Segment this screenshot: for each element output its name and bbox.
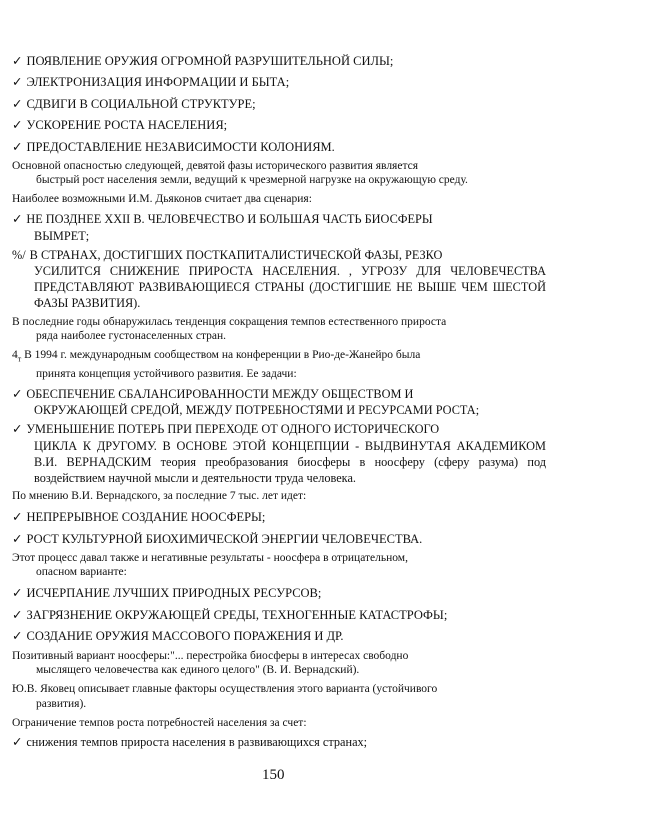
checkmark-icon: ✓ (12, 212, 23, 227)
scenario-item: %/ В СТРАНАХ, ДОСТИГШИХ ПОСТКАПИТАЛИСТИЧЕСКОЙ ФАЗЫ, РЕЗКО УСИЛИТСЯ СНИЖЕНИЕ ПРИРОСТА НАСЕЛЕНИЯ. , УГРОЗУ ДЛЯ ЧЕЛОВЕЧЕСТВА ПРЕДСТАВЛЯЮТ РАЗВИВАЮЩИЕСЯ СТРАНЫ (ДОСТИГШИЕ НЕ ВЫШЕ ЧЕМ ШЕСТОЙ ФАЗЫ РАЗВИТИЯ). (12, 247, 546, 311)
checkmark-icon: ✓ (12, 96, 23, 111)
checkmark-icon: ✓ (12, 607, 23, 622)
checkmark-icon: ✓ (12, 510, 23, 525)
list-item: ✓ НЕПРЕРЫВНОЕ СОЗДАНИЕ НООСФЕРЫ; (12, 508, 546, 527)
paragraph-limit: Ограничение темпов роста потребностей населения за счет: (12, 716, 307, 729)
page-body (12, 52, 546, 754)
checkmark-icon: ✓ (12, 734, 23, 749)
list-item: ✓ ЗАГРЯЗНЕНИЕ ОКРУЖАЮЩЕЙ СРЕДЫ, ТЕХНОГЕННЫЕ КАТАСТРОФЫ; (12, 606, 546, 625)
paragraph-danger: Основной опасностью следующей, девятой фазы исторического развития является быстрый рост населения земли, ведущий к чрезмерной нагрузке на окружающую среду. (12, 159, 468, 187)
paragraph-1994: $4_т$ В 1994 г. международным сообществом на конференции в Рио-де-Жанейро была принята концепция устойчивого развития. Ее задачи: (12, 349, 421, 380)
paragraph-negative: Этот процесс давал также и негативные результаты - ноосфера в отрицательном, опасном варианте: (12, 551, 408, 579)
paragraph-vernadsky: По мнению В.И. Вернадского, за последние 7 тыс. лет идет: (12, 490, 307, 503)
task-item: ✓ ОБЕСПЕЧЕНИЕ СБАЛАНСИРОВАННОСТИ МЕЖДУ ОБЩЕСТВОМ И ОКРУЖАЮЩЕЙ СРЕДОЙ, МЕЖДУ ПОТРЕБНОСТЯМИ И РЕСУРСАМИ РОСТА; (12, 386, 480, 418)
checkmark-icon: ✓ (12, 386, 23, 401)
list-item: ✓ снижения темпов прироста населения в развивающихся странах; (12, 734, 368, 749)
list-item: ✓ СДВИГИ В СОЦИАЛЬНОЙ СТРУКТУРЕ; (12, 95, 546, 114)
list-item: ✓ РОСТ КУЛЬТУРНОЙ БИОХИМИЧЕСКОЙ ЭНЕРГИИ ЧЕЛОВЕЧЕСТВА. (12, 530, 546, 549)
checkmark-icon: ✓ (12, 139, 23, 154)
paragraph-positive: Позитивный вариант ноосферы:"... перестройка биосферы в интересах свободно мыслящего человечества как единого целого" (В. И. Вернадский). (12, 649, 409, 677)
checkmark-icon: ✓ (12, 118, 23, 133)
checkmark-icon: ✓ (12, 586, 23, 601)
list-item: ✓ ЭЛЕКТРОНИЗАЦИЯ ИНФОРМАЦИИ И БЫТА; (12, 73, 546, 92)
page-number: 150 (262, 767, 285, 783)
paragraph-yakovets: Ю.В. Яковец описывает главные факторы осуществления этого варианта (устойчивого развития). (12, 683, 438, 710)
list-item: ✓ УСКОРЕНИЕ РОСТА НАСЕЛЕНИЯ; (12, 116, 546, 135)
checkmark-icon: ✓ (12, 75, 23, 90)
list-item: ✓ ИСЧЕРПАНИЕ ЛУЧШИХ ПРИРОДНЫХ РЕСУРСОВ; (12, 584, 546, 603)
checkmark-icon: ✓ (12, 531, 23, 546)
paragraph-scenarios: Наиболее возможными И.М. Дьяконов считает два сценария: (12, 193, 312, 206)
scenario-item: ✓ НЕ ПОЗДНЕЕ XXII В. ЧЕЛОВЕЧЕСТВО И БОЛЬШАЯ ЧАСТЬ БИОСФЕРЫ ВЫМРЕТ; (12, 212, 433, 243)
list-item: ✓ ПРЕДОСТАВЛЕНИЕ НЕЗАВИСИМОСТИ КОЛОНИЯМ. (12, 138, 546, 157)
checkmark-icon: ✓ (12, 422, 23, 437)
checkmark-icon: ✓ (12, 629, 23, 644)
list-item: ✓ СОЗДАНИЕ ОРУЖИЯ МАССОВОГО ПОРАЖЕНИЯ И ДР. (12, 627, 546, 646)
list-item: ✓ ПОЯВЛЕНИЕ ОРУЖИЯ ОГРОМНОЙ РАЗРУШИТЕЛЬНОЙ СИЛЫ; (12, 52, 546, 71)
task-item: ✓ УМЕНЬШЕНИЕ ПОТЕРЬ ПРИ ПЕРЕХОДЕ ОТ ОДНОГО ИСТОРИЧЕСКОГО ЦИКЛА К ДРУГОМУ. В ОСНОВЕ ЭТОЙ КОНЦЕПЦИИ - ВЫДВИНУТАЯ АКАДЕМИКОМ В.И. ВЕРНАДСКИМ теория преобразования биосферы в ноосферу (сферу разума) под воздействием научной мысли и деятельности труда человека. (12, 422, 546, 485)
checkmark-icon: ✓ (12, 54, 23, 68)
paragraph-trend: В последние годы обнаружилась тенденция сокращения темпов естественного прироста ряда наиболее густонаселенных стран. (12, 315, 447, 343)
alt-mark-icon: %/ (12, 247, 26, 262)
